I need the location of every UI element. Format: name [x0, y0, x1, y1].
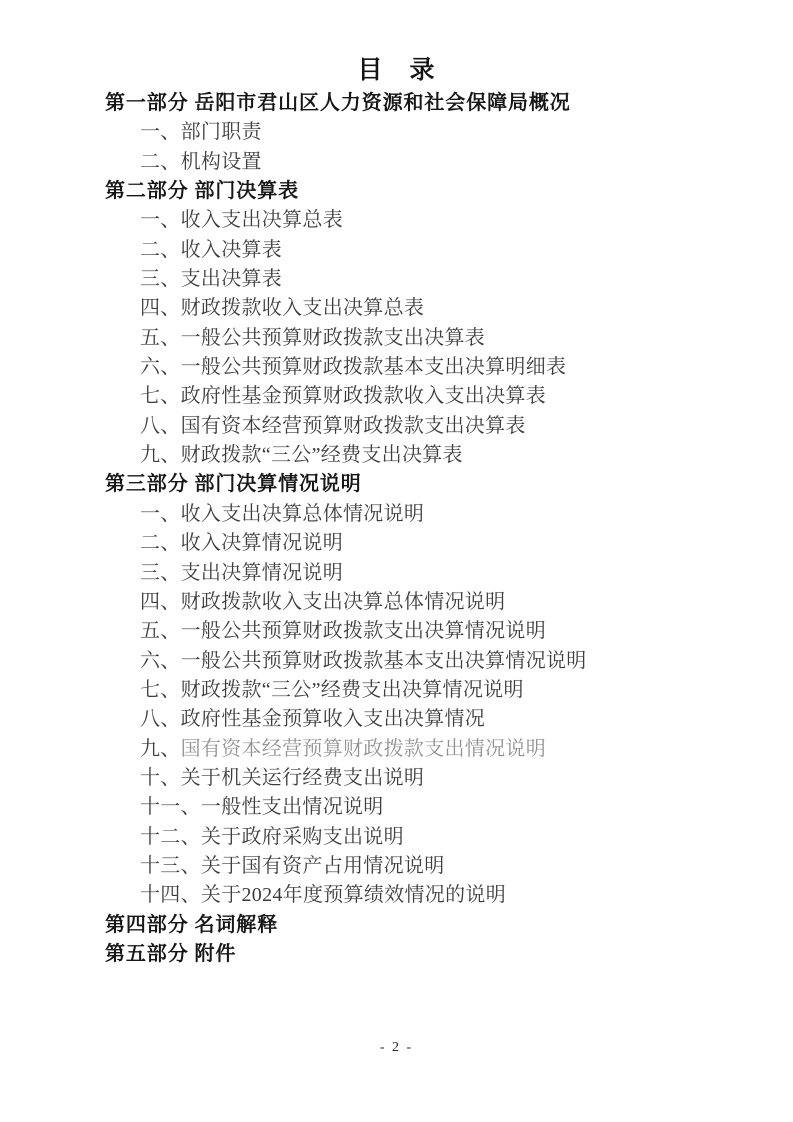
toc-item: 七、政府性基金预算财政拨款收入支出决算表: [140, 385, 546, 408]
toc-section: 第一部分 岳阳市君山区人力资源和社会保障局概况: [105, 92, 571, 114]
toc-item: 九、财政拨款“三公”经费支出决算表: [140, 444, 463, 467]
toc-item: 四、财政拨款收入支出决算总表: [140, 297, 425, 320]
toc-section: 第二部分 部门决算表: [105, 180, 299, 203]
toc-item: 二、机构设置: [140, 150, 262, 173]
toc-item: 六、一般公共预算财政拨款基本支出决算明细表: [140, 356, 567, 379]
toc-item: 五、一般公共预算财政拨款支出决算情况说明: [140, 620, 546, 643]
toc-item: 二、收入决算情况说明: [140, 532, 343, 555]
toc-item: 十一、一般性支出情况说明: [140, 796, 384, 819]
toc-item: 四、财政拨款收入支出决算总体情况说明: [140, 590, 506, 613]
toc-item: 一、部门职责: [140, 121, 262, 144]
toc-item: 七、财政拨款“三公”经费支出决算情况说明: [140, 678, 524, 701]
toc-item: 八、国有资本经营预算财政拨款支出决算表: [140, 414, 526, 437]
toc-item: 三、支出决算表: [140, 268, 283, 291]
toc-item: 十、关于机关运行经费支出说明: [140, 766, 425, 789]
toc-item: 十二、关于政府采购支出说明: [140, 825, 404, 848]
page-number: - 2 -: [379, 1040, 414, 1055]
toc-item: 十三、关于国有资产占用情况说明: [140, 854, 445, 877]
toc-item-muted: [105, 735, 743, 764]
toc-item: 三、支出决算情况说明: [140, 561, 343, 584]
toc-item-muted-label: 国有资本经营预算财政拨款支出情况说明: [180, 737, 547, 760]
toc-section: 第三部分 部门决算情况说明: [105, 473, 362, 496]
page-title: 目 录: [357, 57, 436, 84]
toc-item: 一、收入支出决算总体情况说明: [140, 502, 425, 525]
toc-item: 五、一般公共预算财政拨款支出决算表: [140, 326, 486, 349]
toc-section: 第四部分 名词解释: [105, 913, 279, 936]
toc-list: [105, 89, 743, 969]
toc-item: 一、收入支出决算总表: [140, 209, 343, 232]
toc-item: 二、收入决算表: [140, 238, 283, 261]
toc-section: 第五部分 附件: [105, 942, 237, 965]
toc-item: 六、一般公共预算财政拨款基本支出决算情况说明: [140, 649, 587, 672]
toc-item-number: 九、: [140, 737, 181, 760]
toc-item: 十四、关于2024年度预算绩效情况的说明: [140, 884, 506, 907]
toc-item: 八、政府性基金预算收入支出决算情况: [140, 708, 486, 731]
